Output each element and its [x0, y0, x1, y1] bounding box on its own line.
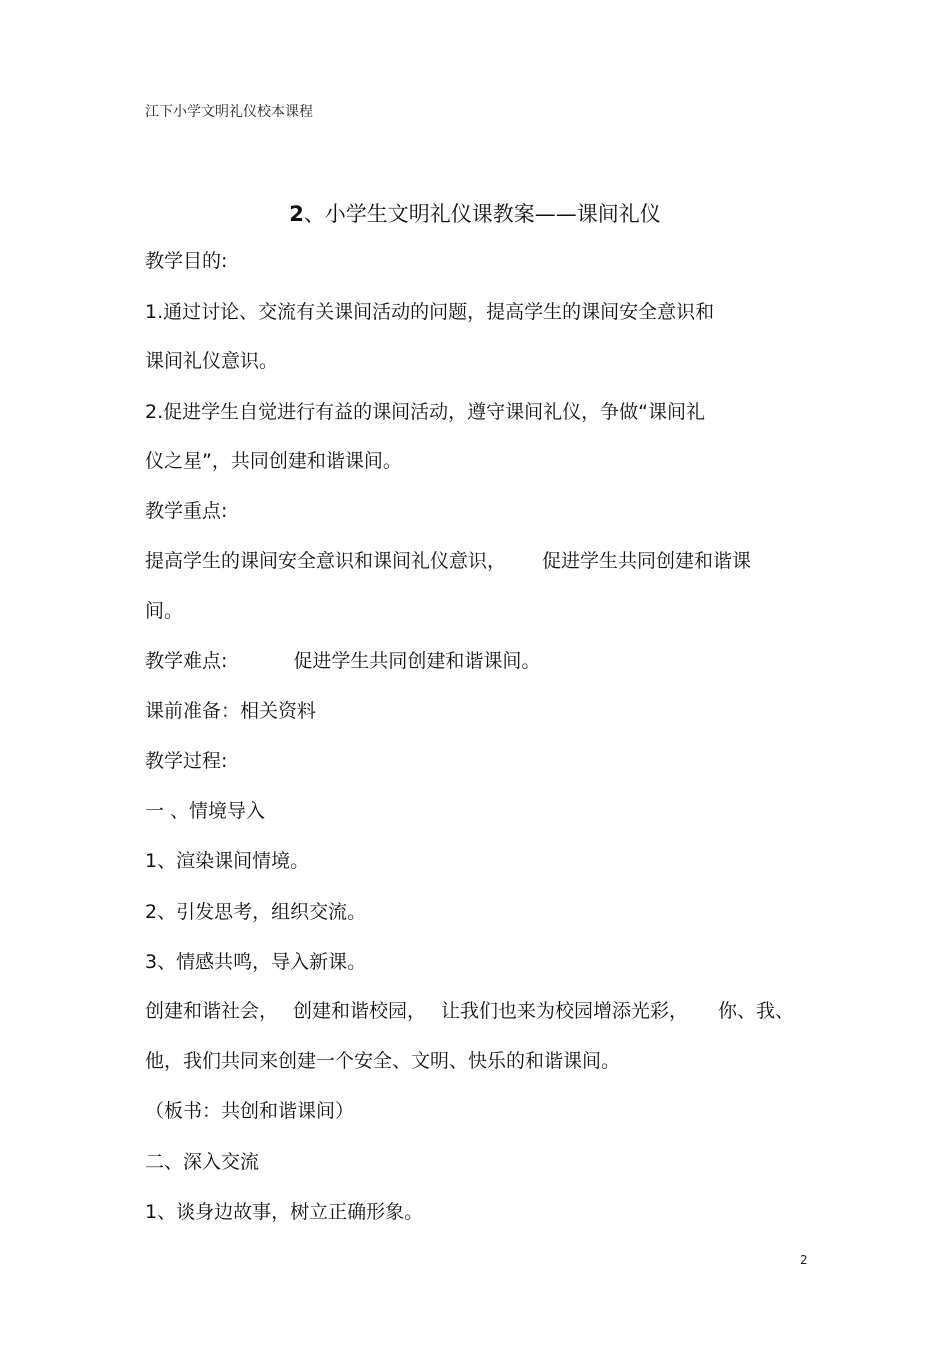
lesson-title [0, 200, 950, 228]
paragraph-part-2: 创建和谐校园， [293, 1000, 427, 1022]
paragraph-part-1: 创建和谐社会， [145, 1000, 279, 1022]
process-heading: 教学过程: [145, 750, 228, 772]
difficulty-line [145, 648, 540, 674]
section-1-item-3: 3、情感共鸣，导入新课。 [145, 951, 367, 973]
running-header: 江下小学文明礼仪校本课程 [145, 104, 313, 120]
page-number: 2 [800, 1253, 808, 1267]
objective-2-line-1: 2.促进学生自觉进行有益的课间活动，遵守课间礼仪，争做“课间礼 [145, 401, 705, 423]
paragraph-part-3: 让我们也来为校园增添光彩， [441, 1000, 689, 1022]
lesson-number: 2 [289, 202, 304, 226]
key-points-line-1 [145, 548, 751, 574]
preparation-line: 课前准备：相关资料 [145, 700, 317, 722]
section-1-item-2: 2、引发思考，组织交流。 [145, 901, 367, 923]
key-points-line-2: 间。 [145, 600, 184, 622]
objective-2-line-2: 仪之星”，共同创建和谐课间。 [145, 450, 402, 472]
paragraph-line-2: 他，我们共同来创建一个安全、文明、快乐的和谐课间。 [145, 1050, 621, 1072]
difficulty-heading: 教学难点: [145, 650, 228, 672]
key-points-part-1: 提高学生的课间安全意识和课间礼仪意识， [145, 550, 507, 572]
difficulty-text: 促进学生共同创建和谐课间。 [293, 650, 541, 672]
teaching-objectives-heading: 教学目的: [145, 250, 228, 272]
objective-1-line-1: 1.通过讨论、交流有关课间活动的问题，提高学生的课间安全意识和 [145, 301, 715, 323]
objective-1-line-2: 课间礼仪意识。 [145, 350, 279, 372]
blackboard-note: （板书：共创和谐课间） [145, 1100, 355, 1122]
section-2-heading: 二、深入交流 [145, 1151, 260, 1173]
key-points-heading: 教学重点: [145, 500, 228, 522]
lesson-title-text: 、小学生文明礼仪课教案——课间礼仪 [303, 202, 661, 226]
section-1-item-1: 1、渲染课间情境。 [145, 850, 310, 872]
section-2-item-1: 1、谈身边故事，树立正确形象。 [145, 1201, 424, 1223]
section-1-heading: 一 、情境导入 [145, 800, 266, 822]
paragraph-line-1 [145, 998, 794, 1024]
key-points-part-2: 促进学生共同创建和谐课 [542, 550, 752, 572]
paragraph-part-4: 你、我、 [718, 1000, 795, 1022]
